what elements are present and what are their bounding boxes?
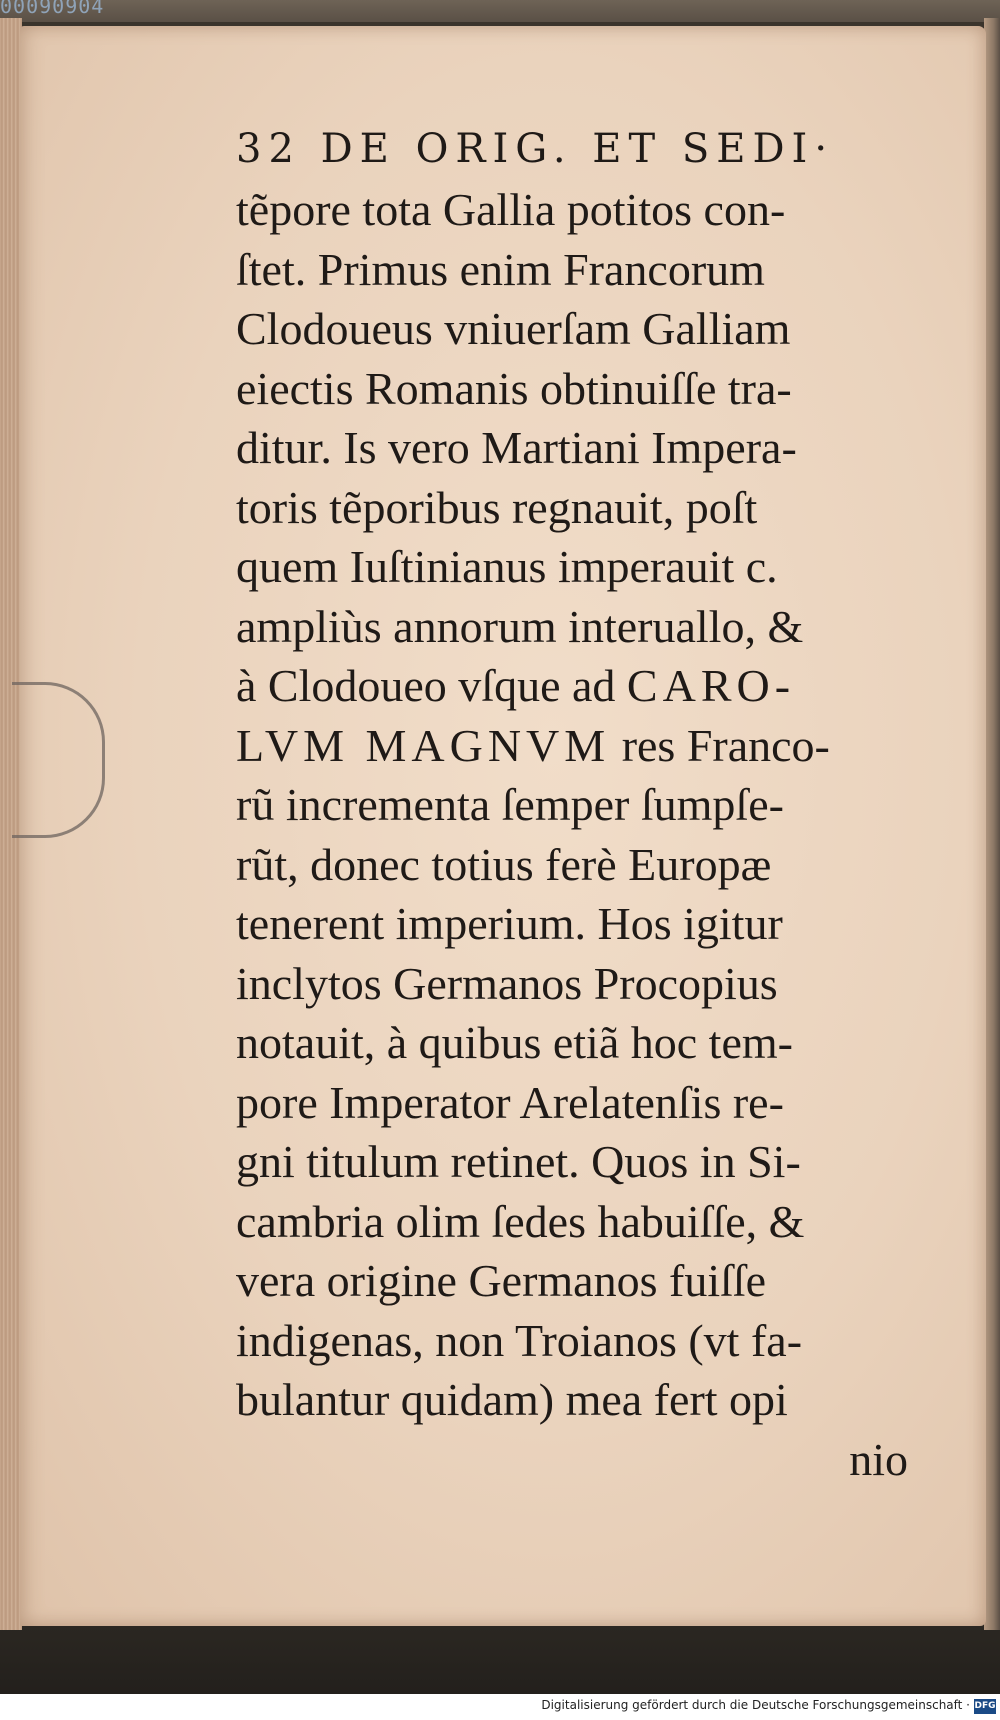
text-line: tẽpore tota Gallia potitos con- bbox=[236, 184, 786, 235]
catchword: nio bbox=[849, 1433, 908, 1485]
text-span: à Clodoueo vſque ad bbox=[236, 660, 616, 711]
text-line: cambria olim ſedes habuiſſe, & bbox=[236, 1195, 805, 1247]
text-line: pore Imperator Arelatenſis re- bbox=[236, 1076, 784, 1128]
top-strip bbox=[0, 0, 1000, 22]
id-stamp: 00090904 bbox=[0, 0, 105, 18]
clip-mark bbox=[12, 682, 105, 838]
text-block bbox=[236, 118, 916, 1489]
text-line: toris tẽporibus regnauit, poſt bbox=[236, 481, 758, 533]
text-line: tenerent imperium. Hos igitur bbox=[236, 898, 783, 949]
running-header: 32 DE ORIG. ET SEDI· bbox=[236, 126, 835, 172]
funding-credit: Digitalisierung gefördert durch die Deutsche Forschungsgemeinschaft · bbox=[541, 1698, 970, 1712]
text-line: notauit, à quibus etiã hoc tem- bbox=[236, 1017, 793, 1068]
text-line: eiectis Romanis obtinuiſſe tra- bbox=[236, 362, 792, 414]
text-line: rũt, donec totius ferè Europæ bbox=[236, 838, 772, 890]
text-line: vera origine Germanos fuiſſe bbox=[236, 1255, 767, 1306]
text-line: ampliùs annorum interuallo, & bbox=[236, 600, 804, 652]
page-edge-right bbox=[984, 18, 1000, 1630]
text-line: bulantur quidam) mea fert opi bbox=[236, 1374, 788, 1425]
text-line-mixed bbox=[236, 716, 916, 776]
text-line: quem Iuſtinianus imperauit c. bbox=[236, 541, 778, 592]
text-line: indigenas, non Troianos (vt fa- bbox=[236, 1314, 803, 1366]
text-line: ditur. Is vero Martiani Impera- bbox=[236, 422, 797, 473]
text-span: res Franco- bbox=[610, 719, 830, 771]
text-line: ſtet. Primus enim Francorum bbox=[236, 243, 765, 295]
text-line-mixed bbox=[236, 656, 916, 716]
dfg-logo-icon: DFG bbox=[974, 1699, 996, 1714]
text-line: inclytos Germanos Procopius bbox=[236, 957, 778, 1009]
text-line: Clodoueus vniuerſam Galliam bbox=[236, 303, 791, 354]
text-line: rũ incrementa ſemper ſumpſe- bbox=[236, 779, 784, 830]
text-line: gni titulum retinet. Quos in Si- bbox=[236, 1136, 801, 1187]
small-caps-span: CARO- bbox=[626, 660, 796, 711]
footer-bar bbox=[0, 1694, 1000, 1720]
small-caps-span: LVM MAGNVM bbox=[236, 719, 611, 771]
